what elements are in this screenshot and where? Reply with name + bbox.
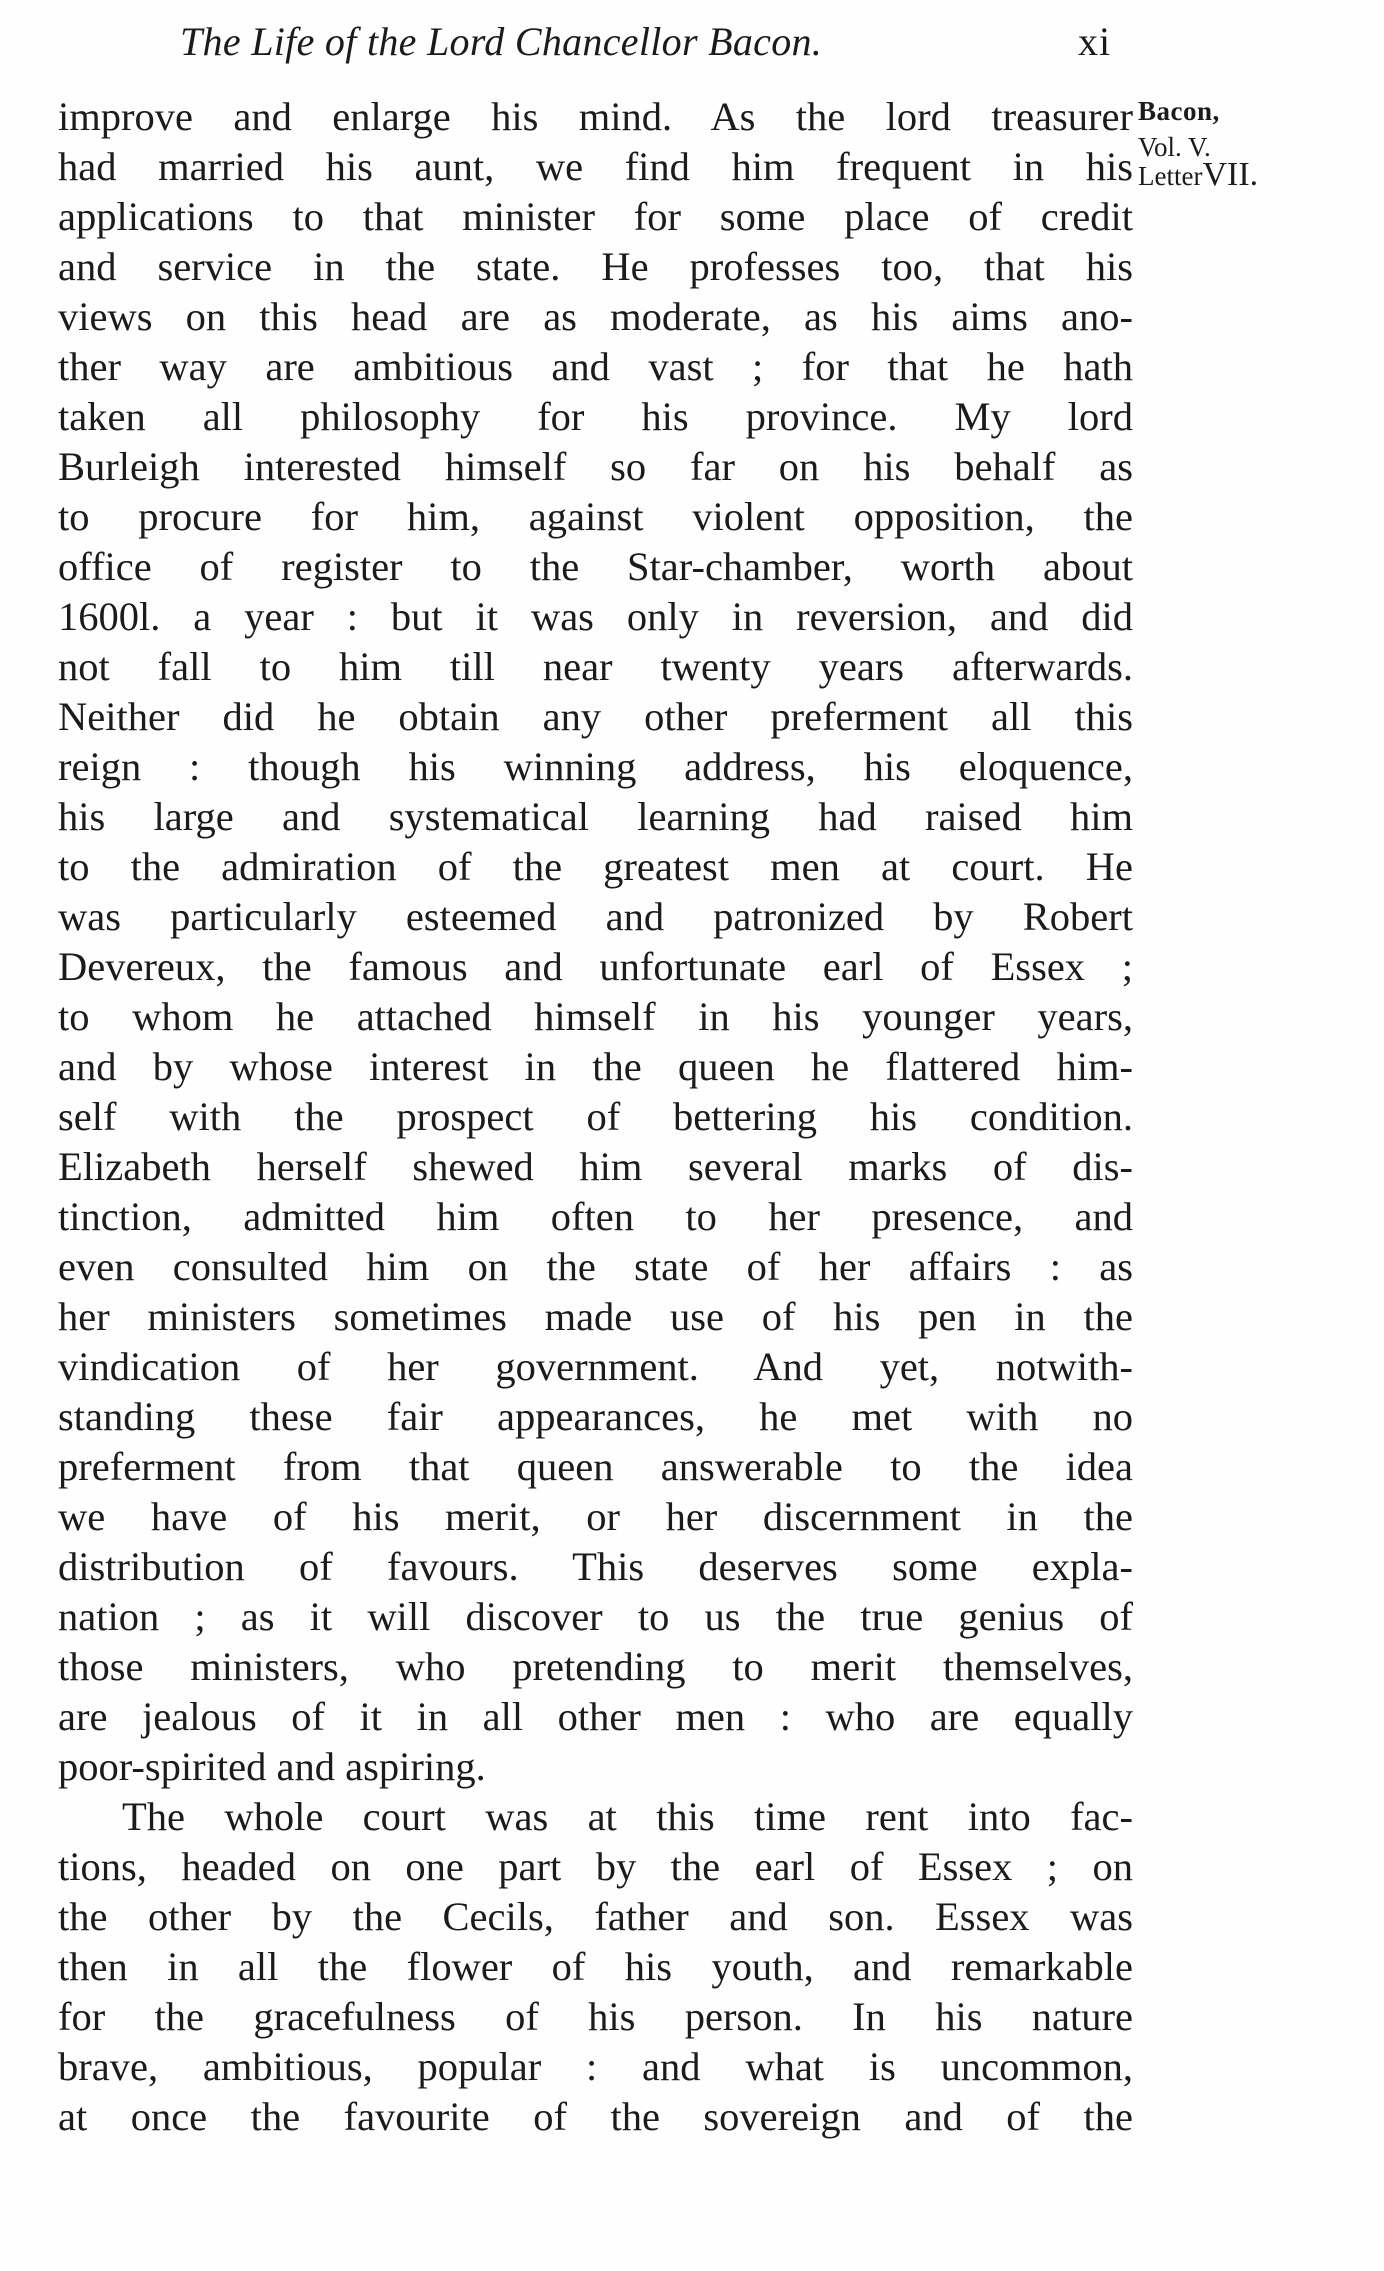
- text-line: not fall to him till near twenty years afterwards.: [58, 644, 1133, 689]
- text-line: we have of his merit, or her discernment in the: [58, 1494, 1133, 1539]
- text-line: and service in the state. He professes too, that his: [58, 244, 1133, 289]
- text-line: applications to that minister for some place of credit: [58, 194, 1133, 239]
- text-line: was particularly esteemed and patronized by Robert: [58, 894, 1133, 939]
- text-line: improve and enlarge his mind. As the lord treasurer: [58, 94, 1133, 139]
- margin-note-letter: [1138, 158, 1378, 192]
- text-line: Elizabeth herself shewed him several marks of dis-: [58, 1144, 1133, 1189]
- margin-note-letter-label: Letter: [1138, 161, 1203, 191]
- text-line: office of register to the Star-chamber, worth about: [58, 544, 1133, 589]
- text-line: nation ; as it will discover to us the true genius of: [58, 1594, 1133, 1639]
- text-line: Devereux, the famous and unfortunate earl of Essex ;: [58, 944, 1133, 989]
- text-line: poor-spirited and aspiring.: [58, 1744, 486, 1789]
- margin-note-letter-number: VII.: [1202, 156, 1259, 193]
- text-line: preferment from that queen answerable to the idea: [58, 1444, 1133, 1489]
- text-line: then in all the flower of his youth, and remarkable: [58, 1944, 1133, 1989]
- text-line: vindication of her government. And yet, notwith-: [58, 1344, 1133, 1389]
- text-line: had married his aunt, we find him frequent in his: [58, 144, 1133, 189]
- text-line: tinction, admitted him often to her presence, and: [58, 1194, 1133, 1239]
- text-line: to whom he attached himself in his younger years,: [58, 994, 1133, 1039]
- body-text: [58, 92, 1133, 2142]
- text-line: to the admiration of the greatest men at court. He: [58, 844, 1133, 889]
- margin-note: [1138, 98, 1378, 192]
- text-line: The whole court was at this time rent into fac-: [122, 1794, 1133, 1839]
- text-line: are jealous of it in all other men : who are equally: [58, 1694, 1133, 1739]
- text-line: for the gracefulness of his person. In his nature: [58, 1994, 1133, 2039]
- text-line: those ministers, who pretending to merit themselves,: [58, 1644, 1133, 1689]
- text-line: views on this head are as moderate, as his aims ano-: [58, 294, 1133, 339]
- text-line: distribution of favours. This deserves some expla-: [58, 1544, 1133, 1589]
- text-line: her ministers sometimes made use of his pen in the: [58, 1294, 1133, 1339]
- text-line: his large and systematical learning had raised him: [58, 794, 1133, 839]
- text-line: Burleigh interested himself so far on his behalf as: [58, 444, 1133, 489]
- text-line: self with the prospect of bettering his condition.: [58, 1094, 1133, 1139]
- page-number: xi: [1078, 19, 1112, 64]
- text-line: and by whose interest in the queen he flattered him-: [58, 1044, 1133, 1089]
- text-line: tions, headed on one part by the earl of Essex ; on: [58, 1844, 1133, 1889]
- running-head-title: The Life of the Lord Chancellor Bacon.: [180, 19, 823, 64]
- text-line: taken all philosophy for his province. My lord: [58, 394, 1133, 439]
- text-line: standing these fair appearances, he met with no: [58, 1394, 1133, 1439]
- text-line: to procure for him, against violent opposition, the: [58, 494, 1133, 539]
- margin-note-name: Bacon,: [1138, 96, 1220, 126]
- text-line: 1600l. a year : but it was only in reversion, and did: [58, 594, 1133, 639]
- text-line: ther way are ambitious and vast ; for that he hath: [58, 344, 1133, 389]
- text-line: even consulted him on the state of her affairs : as: [58, 1244, 1133, 1289]
- text-line: the other by the Cecils, father and son. Essex was: [58, 1894, 1133, 1939]
- text-line: at once the favourite of the sovereign and of the: [58, 2094, 1133, 2139]
- text-line: Neither did he obtain any other preferment all this: [58, 694, 1133, 739]
- margin-note-volume: Vol. V.: [1138, 132, 1211, 162]
- text-line: reign : though his winning address, his eloquence,: [58, 744, 1133, 789]
- text-line: brave, ambitious, popular : and what is uncommon,: [58, 2044, 1133, 2089]
